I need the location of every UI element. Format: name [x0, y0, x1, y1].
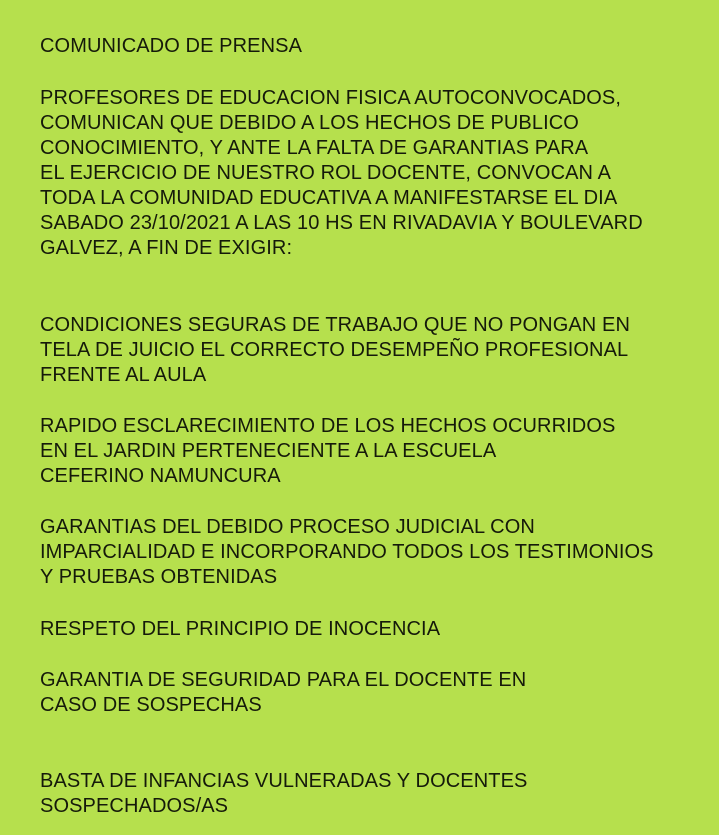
demand-line: RESPETO DEL PRINCIPIO DE INOCENCIA: [40, 618, 441, 640]
intro-line: COMUNICAN QUE DEBIDO A LOS HECHOS DE PUBLICO: [40, 112, 579, 134]
demand-line: CASO DE SOSPECHAS: [40, 694, 262, 716]
demand-paragraph: [40, 617, 440, 642]
demand-line: FRENTE AL AULA: [40, 364, 207, 386]
closing-line: BASTA DE INFANCIAS VULNERADAS Y DOCENTES: [40, 770, 528, 792]
intro-line: PROFESORES DE EDUCACION FISICA AUTOCONVOCADOS,: [40, 87, 621, 109]
demand-paragraph: [40, 414, 615, 489]
demand-line: EN EL JARDIN PERTENECIENTE A LA ESCUELA: [40, 440, 497, 462]
closing-paragraph: [40, 769, 527, 819]
demand-paragraph: [40, 515, 654, 590]
demand-line: IMPARCIALIDAD E INCORPORANDO TODOS LOS TESTIMONIOS: [40, 541, 654, 563]
demand-line: GARANTIA DE SEGURIDAD PARA EL DOCENTE EN: [40, 669, 527, 691]
demand-paragraph: [40, 313, 630, 388]
demand-line: CONDICIONES SEGURAS DE TRABAJO QUE NO PONGAN EN: [40, 314, 630, 336]
intro-line: EL EJERCICIO DE NUESTRO ROL DOCENTE, CONVOCAN A: [40, 162, 612, 184]
demand-line: CEFERINO NAMUNCURA: [40, 465, 281, 487]
intro-line: SABADO 23/10/2021 A LAS 10 HS EN RIVADAVIA Y BOULEVARD: [40, 212, 643, 234]
closing-line: SOSPECHADOS/AS: [40, 795, 229, 817]
demand-line: Y PRUEBAS OBTENIDAS: [40, 566, 278, 588]
demand-line: RAPIDO ESCLARECIMIENTO DE LOS HECHOS OCURRIDOS: [40, 415, 616, 437]
demand-line: GARANTIAS DEL DEBIDO PROCESO JUDICIAL CON: [40, 516, 535, 538]
demand-paragraph: [40, 668, 526, 718]
document-title: COMUNICADO DE PRENSA: [40, 35, 303, 57]
intro-line: TODA LA COMUNIDAD EDUCATIVA A MANIFESTARSE EL DIA: [40, 187, 618, 209]
intro-paragraph: [40, 86, 643, 261]
intro-line: CONOCIMIENTO, Y ANTE LA FALTA DE GARANTIAS PARA: [40, 137, 589, 159]
demand-line: TELA DE JUICIO EL CORRECTO DESEMPEÑO PROFESIONAL: [40, 339, 629, 361]
intro-line: GALVEZ, A FIN DE EXIGIR:: [40, 237, 293, 259]
